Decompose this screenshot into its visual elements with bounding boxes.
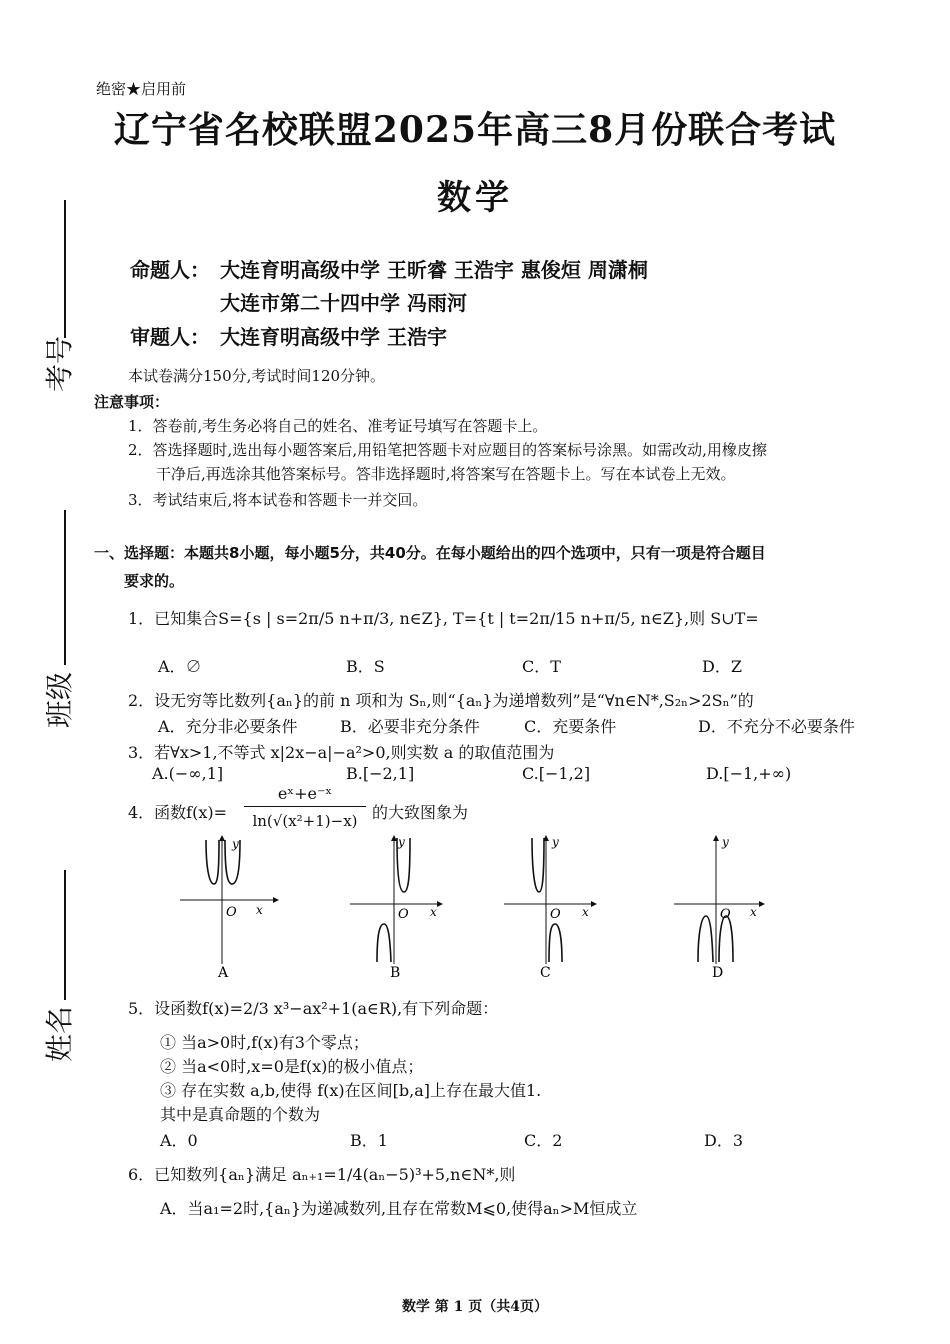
q5-option-d: D．3 (704, 1131, 744, 1150)
note-item: 干净后,再选涂其他答案标号。答非选择题时,将答案写在答题卡上。写在本试卷上无效。 (156, 465, 736, 483)
graph-d[interactable] (674, 835, 764, 981)
q5-stem: 5．设函数f(x)=2/3 x³−ax²+1(a∈R),有下列命题： (128, 999, 499, 1018)
graph-b-origin: O (398, 907, 409, 922)
graph-d-origin: O (720, 907, 731, 922)
q2-stem: 2．设无穷等比数列{aₙ}的前 n 项和为 Sₙ,则“{aₙ}为递增数列”是“∀n∈N*,S₂ₙ>2Sₙ”的 (128, 691, 754, 710)
setter-line2: 大连市第二十四中学 冯雨河 (220, 291, 467, 315)
q1-option-a: A．∅ (158, 657, 202, 676)
setter-label: 命题人： (130, 258, 210, 282)
graph-d-label: D (712, 965, 724, 981)
q5-option-c: C．2 (524, 1131, 563, 1150)
section-heading: 一、选择题：本题共8小题，每小题5分，共40分。在每小题给出的四个选项中，只有一项是符合题目 (94, 544, 766, 562)
q1-option-d: D．Z (702, 657, 742, 676)
setter-line1: 大连育明高级中学 王昕睿 王浩宇 惠俊烜 周潇桐 (220, 258, 648, 282)
q3-option-d: D.[−1,+∞) (706, 764, 792, 783)
reviewer: 大连育明高级中学 王浩宇 (220, 325, 447, 349)
side-exam-no: 考号 (43, 335, 76, 392)
subject-title: 数学 (437, 178, 513, 218)
q2-option-c: C．充要条件 (524, 717, 617, 736)
q4-stem-pre: 4．函数f(x)= (128, 803, 228, 822)
q5-prop-2: ② 当a<0时,x=0是f(x)的极小值点； (160, 1057, 424, 1076)
secret-label: 绝密★启用前 (96, 80, 187, 98)
graph-d-y-label: y (722, 835, 729, 849)
class-line (64, 510, 66, 665)
q4-stem-post: 的大致图象为 (372, 803, 469, 822)
graph-c-origin: O (550, 907, 561, 922)
graph-c[interactable] (504, 835, 596, 981)
q3-option-c: C.[−1,2] (522, 764, 591, 783)
q5-prop-3: ③ 存在实数 a,b,使得 f(x)在区间[b,a]上存在最大值1. (160, 1081, 542, 1100)
graph-d-x-label: x (750, 905, 757, 919)
q6-option-a: A．当a₁=2时,{aₙ}为递减数列,且存在常数M⩽0,使得aₙ>M恒成立 (160, 1199, 638, 1218)
q5-option-a: A．0 (160, 1131, 198, 1150)
q5-option-b: B．1 (350, 1131, 388, 1150)
q2-option-d: D．不充分不必要条件 (698, 717, 855, 736)
q4-numerator: eˣ+e⁻ˣ (277, 784, 333, 803)
graph-b-y-label: y (398, 835, 405, 849)
graph-b-label: B (390, 965, 401, 981)
q1-stem: 1．已知集合S={s | s=2π/5 n+π/3, n∈Z}, T={t | t=2π/15 n+π/5, n∈Z},则 S∪T= (128, 609, 759, 628)
graph-c-x-label: x (582, 905, 589, 919)
q4-fraction-bar (244, 806, 366, 807)
note-item: 1．答卷前,考生务必将自己的姓名、准考证号填写在答题卡上。 (128, 417, 548, 435)
q5-prop-1: ① 当a>0时,f(x)有3个零点； (160, 1033, 369, 1052)
graph-a-origin: O (226, 905, 237, 920)
graph-a-label: A (218, 965, 229, 981)
graph-c-label: C (540, 965, 551, 981)
q1-option-c: C．T (522, 657, 561, 676)
graph-a-x-label: x (256, 903, 263, 917)
note-item: 2．答选择题时,选出每小题答案后,用铅笔把答题卡对应题目的答案标号涂黑。如需改动,用橡皮擦 (128, 441, 767, 459)
q4-denominator: ln(√(x²+1)−x) (252, 812, 358, 830)
side-class: 班级 (43, 671, 76, 728)
exam-title: 辽宁省名校联盟2025年高三8月份联合考试 (113, 109, 837, 151)
exam-info: 本试卷满分150分,考试时间120分钟。 (128, 367, 386, 385)
notes-heading: 注意事项： (94, 393, 170, 411)
graph-c-y-label: y (552, 835, 559, 849)
graph-b[interactable] (350, 835, 442, 981)
q5-ask: 其中是真命题的个数为 (160, 1105, 321, 1124)
name-line (64, 870, 66, 1000)
graph-b-x-label: x (430, 905, 437, 919)
q3-option-a: A.(−∞,1] (152, 764, 224, 783)
section-heading-cont: 要求的。 (124, 572, 185, 590)
reviewer-label: 审题人： (130, 325, 210, 349)
q2-option-b: B．必要非充分条件 (340, 717, 480, 736)
note-item: 3．考试结束后,将本试卷和答题卡一并交回。 (128, 491, 428, 509)
q2-option-a: A．充分非必要条件 (158, 717, 298, 736)
q3-option-b: B.[−2,1] (346, 764, 415, 783)
q6-stem: 6．已知数列{aₙ}满足 aₙ₊₁=1/4(aₙ−5)³+5,n∈N*,则 (128, 1165, 516, 1184)
q4-graphs (170, 832, 790, 982)
exam-no-line (64, 200, 66, 338)
q3-stem: 3．若∀x>1,不等式 x|2x−a|−a²>0,则实数 a 的取值范围为 (128, 743, 555, 762)
page-footer: 数学 第 1 页（共4页） (401, 1299, 549, 1315)
graph-a[interactable] (180, 836, 278, 981)
graph-a-y-label: y (232, 837, 239, 851)
q1-option-b: B．S (346, 657, 385, 676)
side-name: 姓名 (43, 1005, 76, 1062)
